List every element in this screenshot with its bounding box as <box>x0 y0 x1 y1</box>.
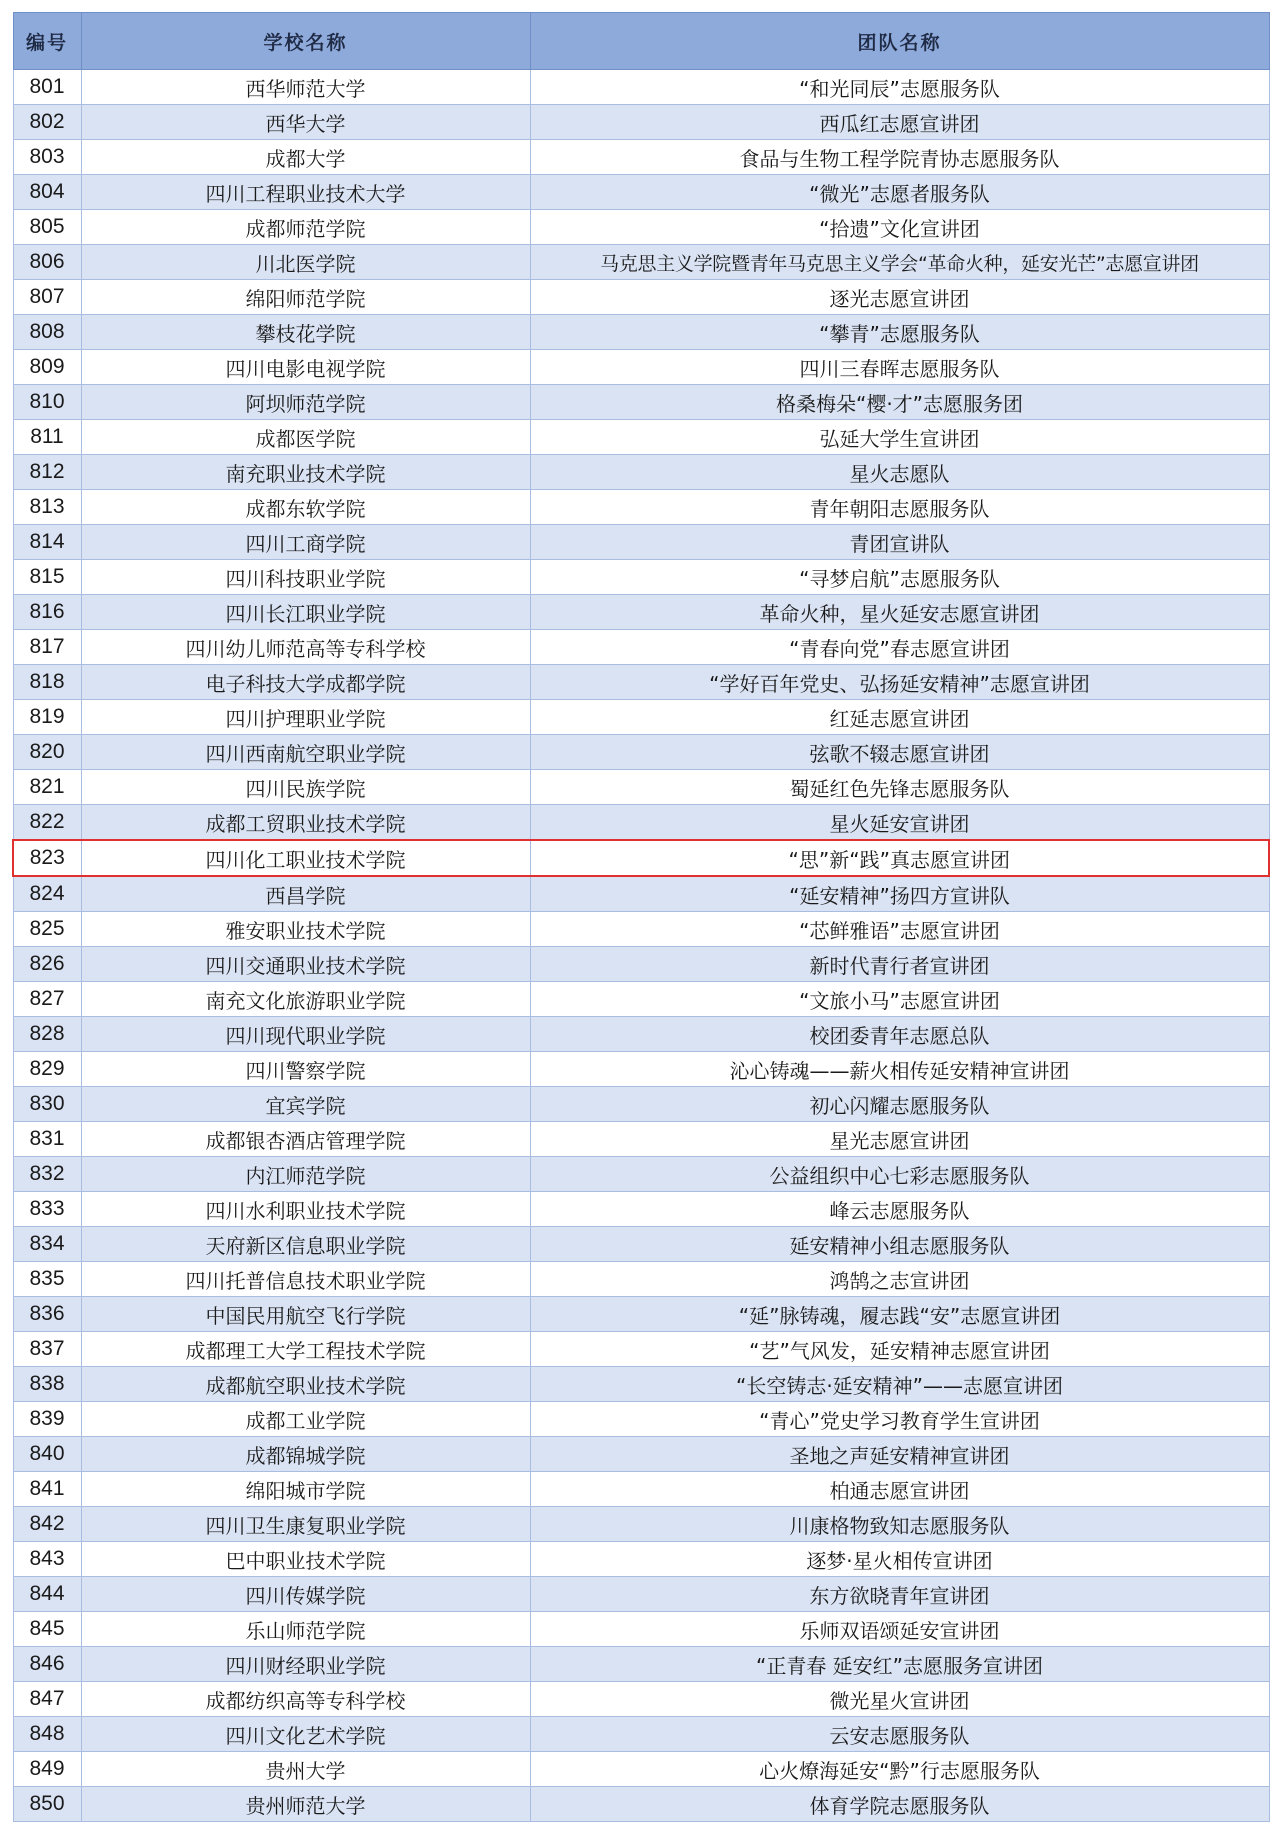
cell-team-name: “和光同辰”志愿服务队 <box>530 70 1269 105</box>
cell-school-name: 天府新区信息职业学院 <box>81 1227 530 1262</box>
cell-school-name: 四川工商学院 <box>81 525 530 560</box>
table-row <box>13 1122 1269 1157</box>
table-row <box>13 1227 1269 1262</box>
table-row <box>13 1472 1269 1507</box>
cell-number: 825 <box>13 912 81 947</box>
table-row <box>13 1087 1269 1122</box>
cell-team-name: 初心闪耀志愿服务队 <box>530 1087 1269 1122</box>
table-row <box>13 105 1269 140</box>
table-row <box>13 210 1269 245</box>
table-row <box>13 1752 1269 1787</box>
cell-number: 828 <box>13 1017 81 1052</box>
cell-number: 837 <box>13 1332 81 1367</box>
cell-number: 803 <box>13 140 81 175</box>
cell-number: 821 <box>13 770 81 805</box>
header-school-name: 学校名称 <box>81 13 530 70</box>
cell-number: 831 <box>13 1122 81 1157</box>
table-row <box>13 70 1269 105</box>
cell-team-name: 蜀延红色先锋志愿服务队 <box>530 770 1269 805</box>
cell-team-name: “正青春 延安红”志愿服务宣讲团 <box>530 1647 1269 1682</box>
cell-school-name: 攀枝花学院 <box>81 315 530 350</box>
table-row <box>13 525 1269 560</box>
table-row <box>13 490 1269 525</box>
cell-school-name: 四川传媒学院 <box>81 1577 530 1612</box>
cell-school-name: 乐山师范学院 <box>81 1612 530 1647</box>
cell-school-name: 四川警察学院 <box>81 1052 530 1087</box>
cell-school-name: 成都银杏酒店管理学院 <box>81 1122 530 1157</box>
cell-school-name: 四川化工职业技术学院 <box>81 840 530 876</box>
table-row <box>13 1192 1269 1227</box>
cell-team-name: “长空铸志·延安精神”——志愿宣讲团 <box>530 1367 1269 1402</box>
cell-school-name: 内江师范学院 <box>81 1157 530 1192</box>
cell-school-name: 中国民用航空飞行学院 <box>81 1297 530 1332</box>
table-row <box>13 1402 1269 1437</box>
cell-number: 836 <box>13 1297 81 1332</box>
table-row <box>13 1332 1269 1367</box>
table-row <box>13 630 1269 665</box>
cell-number: 816 <box>13 595 81 630</box>
cell-school-name: 成都航空职业技术学院 <box>81 1367 530 1402</box>
table-row <box>13 595 1269 630</box>
table-row <box>13 245 1269 280</box>
cell-team-name: 逐梦·星火相传宣讲团 <box>530 1542 1269 1577</box>
cell-school-name: 绵阳城市学院 <box>81 1472 530 1507</box>
table-row <box>13 912 1269 947</box>
cell-number: 823 <box>13 840 81 876</box>
cell-team-name: 微光星火宣讲团 <box>530 1682 1269 1717</box>
cell-team-name: 校团委青年志愿总队 <box>530 1017 1269 1052</box>
cell-school-name: 成都大学 <box>81 140 530 175</box>
table-row <box>13 1017 1269 1052</box>
table-row <box>13 560 1269 595</box>
cell-school-name: 四川科技职业学院 <box>81 560 530 595</box>
cell-number: 812 <box>13 455 81 490</box>
cell-team-name: 食品与生物工程学院青协志愿服务队 <box>530 140 1269 175</box>
table-row <box>13 735 1269 770</box>
cell-number: 832 <box>13 1157 81 1192</box>
table-row <box>13 1507 1269 1542</box>
cell-number: 839 <box>13 1402 81 1437</box>
table-row <box>13 1297 1269 1332</box>
cell-team-name: 延安精神小组志愿服务队 <box>530 1227 1269 1262</box>
table-row-highlighted <box>13 840 1269 876</box>
cell-school-name: 成都东软学院 <box>81 490 530 525</box>
cell-number: 827 <box>13 982 81 1017</box>
cell-school-name: 四川文化艺术学院 <box>81 1717 530 1752</box>
cell-number: 848 <box>13 1717 81 1752</box>
table-row <box>13 455 1269 490</box>
cell-school-name: 贵州师范大学 <box>81 1787 530 1822</box>
cell-number: 834 <box>13 1227 81 1262</box>
cell-number: 820 <box>13 735 81 770</box>
table-row <box>13 805 1269 841</box>
cell-team-name: 东方欲晓青年宣讲团 <box>530 1577 1269 1612</box>
cell-team-name: 乐师双语颂延安宣讲团 <box>530 1612 1269 1647</box>
cell-team-name: 新时代青行者宣讲团 <box>530 947 1269 982</box>
cell-team-name: 格桑梅朵“樱·才”志愿服务团 <box>530 385 1269 420</box>
cell-number: 846 <box>13 1647 81 1682</box>
table-row <box>13 140 1269 175</box>
table-row <box>13 1787 1269 1822</box>
table-row <box>13 350 1269 385</box>
cell-team-name: “学好百年党史、弘扬延安精神”志愿宣讲团 <box>530 665 1269 700</box>
table-row <box>13 770 1269 805</box>
table-row <box>13 1052 1269 1087</box>
cell-team-name: 弘延大学生宣讲团 <box>530 420 1269 455</box>
cell-school-name: 贵州大学 <box>81 1752 530 1787</box>
cell-school-name: 成都师范学院 <box>81 210 530 245</box>
cell-number: 833 <box>13 1192 81 1227</box>
cell-number: 824 <box>13 876 81 912</box>
cell-team-name: 星火延安宣讲团 <box>530 805 1269 841</box>
cell-team-name: “芯鲜雅语”志愿宣讲团 <box>530 912 1269 947</box>
table-row <box>13 1647 1269 1682</box>
table-row <box>13 1717 1269 1752</box>
cell-number: 814 <box>13 525 81 560</box>
cell-number: 850 <box>13 1787 81 1822</box>
cell-number: 811 <box>13 420 81 455</box>
cell-team-name: 柏通志愿宣讲团 <box>530 1472 1269 1507</box>
cell-number: 804 <box>13 175 81 210</box>
cell-number: 845 <box>13 1612 81 1647</box>
cell-school-name: 四川西南航空职业学院 <box>81 735 530 770</box>
cell-school-name: 绵阳师范学院 <box>81 280 530 315</box>
cell-number: 844 <box>13 1577 81 1612</box>
table-row <box>13 315 1269 350</box>
cell-school-name: 电子科技大学成都学院 <box>81 665 530 700</box>
cell-school-name: 西昌学院 <box>81 876 530 912</box>
cell-team-name: “青心”党史学习教育学生宣讲团 <box>530 1402 1269 1437</box>
volunteer-team-table-container <box>12 12 1268 1822</box>
cell-number: 808 <box>13 315 81 350</box>
cell-school-name: 四川水利职业技术学院 <box>81 1192 530 1227</box>
cell-team-name: 公益组织中心七彩志愿服务队 <box>530 1157 1269 1192</box>
cell-number: 843 <box>13 1542 81 1577</box>
table-row <box>13 1262 1269 1297</box>
cell-number: 847 <box>13 1682 81 1717</box>
cell-number: 818 <box>13 665 81 700</box>
cell-team-name: 西瓜红志愿宣讲团 <box>530 105 1269 140</box>
cell-number: 826 <box>13 947 81 982</box>
cell-team-name: “攀青”志愿服务队 <box>530 315 1269 350</box>
cell-number: 817 <box>13 630 81 665</box>
cell-team-name: 鸿鹄之志宣讲团 <box>530 1262 1269 1297</box>
cell-school-name: 成都工业学院 <box>81 1402 530 1437</box>
cell-team-name: 心火燎海延安“黔”行志愿服务队 <box>530 1752 1269 1787</box>
cell-team-name: 峰云志愿服务队 <box>530 1192 1269 1227</box>
table-row <box>13 1542 1269 1577</box>
cell-number: 840 <box>13 1437 81 1472</box>
volunteer-team-table <box>12 12 1270 1822</box>
cell-number: 835 <box>13 1262 81 1297</box>
cell-team-name: 逐光志愿宣讲团 <box>530 280 1269 315</box>
cell-number: 829 <box>13 1052 81 1087</box>
cell-school-name: 四川幼儿师范高等专科学校 <box>81 630 530 665</box>
table-row <box>13 420 1269 455</box>
cell-number: 841 <box>13 1472 81 1507</box>
cell-school-name: 成都锦城学院 <box>81 1437 530 1472</box>
cell-team-name: “艺”气风发，延安精神志愿宣讲团 <box>530 1332 1269 1367</box>
cell-team-name: 圣地之声延安精神宣讲团 <box>530 1437 1269 1472</box>
cell-number: 801 <box>13 70 81 105</box>
cell-team-name: 沁心铸魂——薪火相传延安精神宣讲团 <box>530 1052 1269 1087</box>
cell-school-name: 四川托普信息技术职业学院 <box>81 1262 530 1297</box>
cell-number: 805 <box>13 210 81 245</box>
cell-team-name: 青年朝阳志愿服务队 <box>530 490 1269 525</box>
cell-team-name: “思”新“践”真志愿宣讲团 <box>530 840 1269 876</box>
cell-number: 822 <box>13 805 81 841</box>
header-number: 编号 <box>13 13 81 70</box>
cell-school-name: 四川卫生康复职业学院 <box>81 1507 530 1542</box>
table-row <box>13 1577 1269 1612</box>
table-row <box>13 1367 1269 1402</box>
cell-number: 849 <box>13 1752 81 1787</box>
cell-team-name: 革命火种，星火延安志愿宣讲团 <box>530 595 1269 630</box>
cell-number: 810 <box>13 385 81 420</box>
table-row <box>13 876 1269 912</box>
cell-school-name: 四川现代职业学院 <box>81 1017 530 1052</box>
cell-school-name: 成都工贸职业技术学院 <box>81 805 530 841</box>
cell-team-name: 马克思主义学院暨青年马克思主义学会“革命火种，延安光芒”志愿宣讲团 <box>530 245 1269 280</box>
table-row <box>13 665 1269 700</box>
cell-school-name: 南充文化旅游职业学院 <box>81 982 530 1017</box>
cell-team-name: 体育学院志愿服务队 <box>530 1787 1269 1822</box>
cell-school-name: 西华大学 <box>81 105 530 140</box>
table-row <box>13 1437 1269 1472</box>
cell-number: 830 <box>13 1087 81 1122</box>
cell-number: 819 <box>13 700 81 735</box>
cell-school-name: 四川民族学院 <box>81 770 530 805</box>
cell-team-name: 四川三春晖志愿服务队 <box>530 350 1269 385</box>
table-row <box>13 947 1269 982</box>
table-row <box>13 1612 1269 1647</box>
cell-team-name: “延安精神”扬四方宣讲队 <box>530 876 1269 912</box>
cell-school-name: 巴中职业技术学院 <box>81 1542 530 1577</box>
table-row <box>13 1157 1269 1192</box>
cell-school-name: 川北医学院 <box>81 245 530 280</box>
cell-number: 802 <box>13 105 81 140</box>
cell-team-name: “文旅小马”志愿宣讲团 <box>530 982 1269 1017</box>
cell-school-name: 雅安职业技术学院 <box>81 912 530 947</box>
cell-number: 806 <box>13 245 81 280</box>
header-team-name: 团队名称 <box>530 13 1269 70</box>
cell-school-name: 南充职业技术学院 <box>81 455 530 490</box>
cell-team-name: “微光”志愿者服务队 <box>530 175 1269 210</box>
cell-school-name: 宜宾学院 <box>81 1087 530 1122</box>
cell-team-name: “寻梦启航”志愿服务队 <box>530 560 1269 595</box>
header-row <box>13 13 1269 70</box>
cell-school-name: 四川交通职业技术学院 <box>81 947 530 982</box>
cell-team-name: “拾遗”文化宣讲团 <box>530 210 1269 245</box>
cell-team-name: 弦歌不辍志愿宣讲团 <box>530 735 1269 770</box>
table-header <box>13 13 1269 70</box>
cell-number: 838 <box>13 1367 81 1402</box>
table-body <box>13 70 1269 1822</box>
cell-school-name: 成都医学院 <box>81 420 530 455</box>
table-row <box>13 700 1269 735</box>
cell-school-name: 四川电影电视学院 <box>81 350 530 385</box>
cell-number: 815 <box>13 560 81 595</box>
table-row <box>13 175 1269 210</box>
cell-school-name: 四川工程职业技术大学 <box>81 175 530 210</box>
cell-team-name: “延”脉铸魂，履志践“安”志愿宣讲团 <box>530 1297 1269 1332</box>
cell-number: 813 <box>13 490 81 525</box>
cell-school-name: 阿坝师范学院 <box>81 385 530 420</box>
cell-number: 809 <box>13 350 81 385</box>
cell-number: 807 <box>13 280 81 315</box>
cell-school-name: 成都理工大学工程技术学院 <box>81 1332 530 1367</box>
cell-school-name: 四川护理职业学院 <box>81 700 530 735</box>
cell-team-name: 川康格物致知志愿服务队 <box>530 1507 1269 1542</box>
table-row <box>13 385 1269 420</box>
table-row <box>13 982 1269 1017</box>
cell-team-name: 红延志愿宣讲团 <box>530 700 1269 735</box>
cell-team-name: 云安志愿服务队 <box>530 1717 1269 1752</box>
table-row <box>13 280 1269 315</box>
cell-number: 842 <box>13 1507 81 1542</box>
cell-school-name: 四川长江职业学院 <box>81 595 530 630</box>
cell-school-name: 成都纺织高等专科学校 <box>81 1682 530 1717</box>
cell-team-name: “青春向党”春志愿宣讲团 <box>530 630 1269 665</box>
cell-team-name: 星火志愿队 <box>530 455 1269 490</box>
cell-school-name: 西华师范大学 <box>81 70 530 105</box>
cell-team-name: 星光志愿宣讲团 <box>530 1122 1269 1157</box>
cell-school-name: 四川财经职业学院 <box>81 1647 530 1682</box>
cell-team-name: 青团宣讲队 <box>530 525 1269 560</box>
table-row <box>13 1682 1269 1717</box>
